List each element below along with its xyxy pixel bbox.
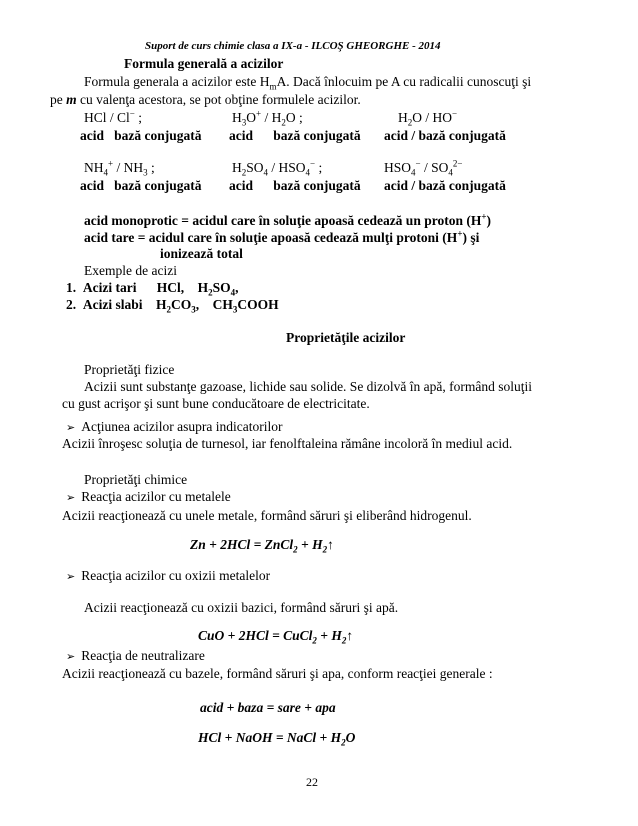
neutralization-text: Acizii reacţionează cu bazele, formând săruri şi apa, conform reacţiei generale : — [62, 666, 493, 681]
definition-monoprotic: acid monoprotic = acidul care în soluţie apoasă cedează un proton (H+) — [84, 211, 491, 228]
page-number: 22 — [306, 775, 318, 789]
physical-title: Proprietăţi fizice — [84, 362, 175, 377]
examples-title: Exemple de acizi — [84, 263, 177, 278]
label-row2: acid bază conjugată — [80, 178, 202, 193]
physical-text-line1: Acizii sunt substanţe gazoase, lichide sau solide. Se dizolvă în apă, formând soluţii — [84, 379, 533, 394]
label-row1-right: acid / bază conjugată — [384, 128, 506, 143]
equation-hcl-naoh: HCl + NaOH = NaCl + $H_2O$ — [198, 730, 356, 748]
pair-hso4: $HSO_4^- / SO_4^{2-}$ — [384, 158, 463, 178]
metals-text: Acizii reacţionează cu unele metale, formând săruri şi eliberând hidrogenul. — [62, 508, 472, 523]
label-row1-mid: acid bază conjugată — [229, 128, 361, 143]
pair-h2o: $H_2O / HO^-$ — [398, 108, 458, 128]
pair-h2so4: $H_2SO_4 / HSO_4^-$ ; — [232, 158, 323, 178]
metals-title: ➢ Reacţia acizilor cu metalele — [66, 489, 231, 504]
arrow-bullet-icon: ➢ — [66, 651, 76, 663]
oxides-text: Acizii reacţionează cu oxizii bazici, formând săruri şi apă. — [84, 600, 399, 615]
arrow-bullet-icon: ➢ — [66, 571, 76, 583]
label-row2-right: acid / bază conjugată — [384, 178, 506, 193]
section-title-formula: Formula generală a acizilor — [124, 56, 284, 71]
equation-cuo: CuO + 2HCl = CuCl$_2$ + $H_2↑$ — [198, 628, 354, 646]
equation-zn: Zn + 2HCl = ZnCl$_2$ + $H_2↑$ — [190, 537, 334, 555]
pair-h3o: $H_3O^+ / H_2O$ ; — [232, 108, 303, 128]
physical-text-line2: cu gust acrişor şi sunt bune conducătoare de electricitate. — [62, 396, 370, 411]
pair-nh4: $NH_4^+ / NH_3$ ; — [84, 158, 155, 178]
formula-intro-line1: Formula generala a acizilor este $H_mA$. Dacă înlocuim pe A cu radicalii cunoscuţi şi — [84, 74, 532, 92]
definition-tare: acid tare = acidul care în soluţie apoasă cedează mulţi protoni (H+) şi — [84, 228, 480, 245]
arrow-bullet-icon: ➢ — [66, 422, 76, 434]
section-title-properties: Proprietăţile acizilor — [286, 330, 406, 345]
example-item-2: 2. Acizi slabi $H_2CO_3$, $CH_3COOH$ — [66, 297, 279, 315]
neutralization-title: ➢ Reacţia de neutralizare — [66, 648, 205, 663]
indicators-title: ➢ Acţiunea acizilor asupra indicatorilor — [66, 419, 283, 434]
arrow-bullet-icon: ➢ — [66, 492, 76, 504]
label-row2-mid: acid bază conjugată — [229, 178, 361, 193]
definition-tare-cont: ionizează total — [160, 246, 243, 261]
example-item-1: 1. Acizi tari HCl, $H_2SO_4$, — [66, 280, 239, 298]
pair-hcl: HCl / Cl− ; — [84, 108, 142, 125]
chemical-title: Proprietăţi chimice — [84, 472, 188, 487]
page-header: Suport de curs chimie clasa a IX-a - ILCOŞ GHEORGHE - 2014 — [145, 40, 441, 52]
equation-general: acid + baza = sare + apa — [200, 700, 336, 715]
formula-intro-line2: pe m cu valenţa acestora, se pot obţine formulele acizilor. — [50, 92, 361, 107]
oxides-title: ➢ Reacţia acizilor cu oxizii metalelor — [66, 568, 271, 583]
label-row1: acid bază conjugată — [80, 128, 202, 143]
indicators-text: Acizii înroşesc soluţia de turnesol, iar fenolftaleina rămâne incoloră în mediul acid. — [62, 436, 513, 451]
